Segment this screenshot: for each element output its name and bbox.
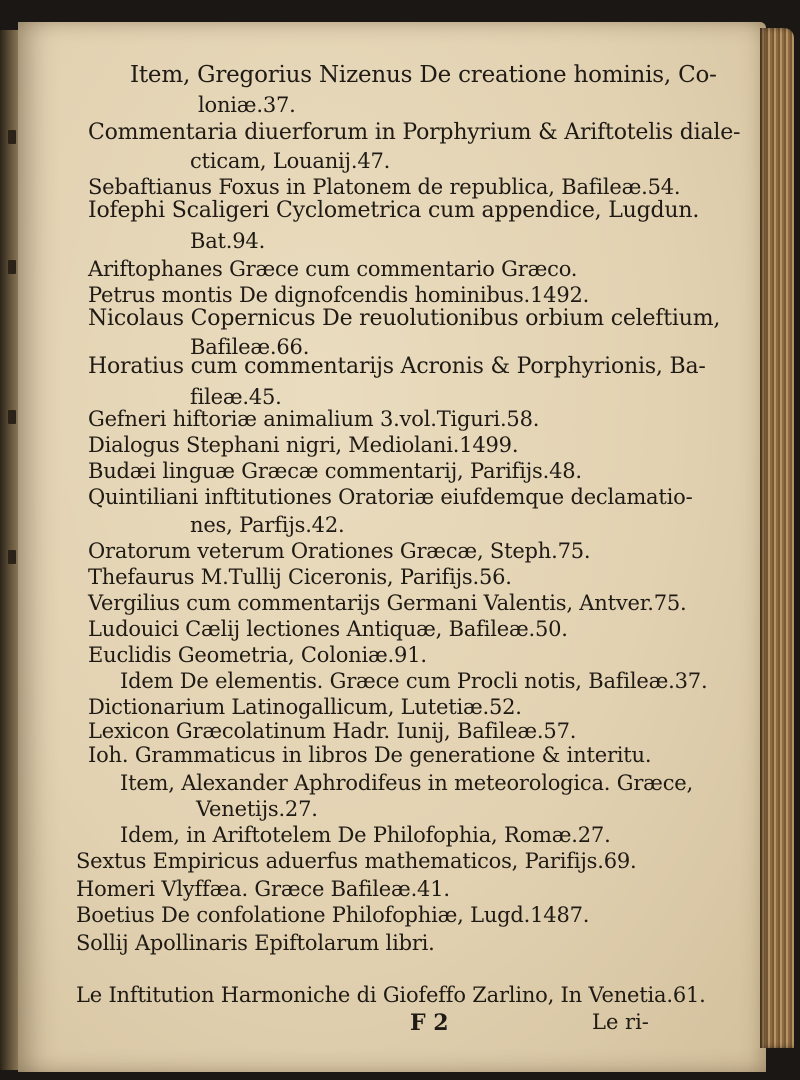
text-line: Gefneri hiftoriæ animalium 3.vol.Tiguri.58. bbox=[88, 407, 540, 431]
text-line: Sollij Apollinaris Epiftolarum libri. bbox=[76, 931, 435, 955]
text-line: Commentaria diuerforum in Porphyrium & Ariftotelis diale- bbox=[88, 120, 741, 145]
text-line: Lexicon Græcolatinum Hadr. Iunij, Bafileæ.57. bbox=[88, 719, 577, 743]
text-line: Item, Alexander Aphrodifeus in meteorologica. Græce, bbox=[120, 771, 693, 795]
text-line: Idem De elementis. Græce cum Procli notis, Bafileæ.37. bbox=[120, 669, 708, 693]
text-line: Vergilius cum commentarijs Germani Valentis, Antver.75. bbox=[88, 591, 687, 615]
text-line: Sebaftianus Foxus in Platonem de republica, Bafileæ.54. bbox=[88, 175, 681, 199]
text-line: Bat.94. bbox=[190, 229, 266, 253]
text-line: Bafileæ.66. bbox=[190, 335, 310, 359]
signature-mark: F 2 bbox=[410, 1010, 449, 1036]
text-line: Budæi linguæ Græcæ commentarij, Parifijs.48. bbox=[88, 459, 582, 483]
text-line: Ioh. Grammaticus in libros De generatione & interitu. bbox=[88, 743, 652, 767]
text-line: Horatius cum commentarijs Acronis & Porphyrionis, Ba- bbox=[88, 354, 706, 379]
text-line: Item, Gregorius Nizenus De creatione hominis, Co- bbox=[130, 62, 717, 88]
text-line: Sextus Empiricus aduerfus mathematicos, Parifijs.69. bbox=[76, 849, 637, 873]
text-line: Venetijs.27. bbox=[196, 797, 318, 821]
catchword: Le ri- bbox=[592, 1010, 649, 1034]
text-line: Petrus montis De dignofcendis hominibus.1492. bbox=[88, 283, 590, 307]
text-line: nes, Parfijs.42. bbox=[190, 513, 345, 537]
text-line: fileæ.45. bbox=[190, 385, 282, 409]
footer-line: Le Inftitution Harmoniche di Giofeffo Zarlino, In Venetia.61. bbox=[76, 983, 706, 1007]
text-line: loniæ.37. bbox=[198, 93, 296, 117]
text-line: Dialogus Stephani nigri, Mediolani.1499. bbox=[88, 433, 519, 457]
text-line: cticam, Louanij.47. bbox=[190, 149, 391, 173]
text-line: Euclidis Geometria, Coloniæ.91. bbox=[88, 643, 427, 667]
text-line: Thefaurus M.Tullij Ciceronis, Parifijs.56. bbox=[88, 565, 512, 589]
text-line: Oratorum veterum Orationes Græcæ, Steph.75. bbox=[88, 539, 591, 563]
text-line: Iofephi Scaligeri Cyclometrica cum appendice, Lugdun. bbox=[88, 198, 700, 223]
text-line: Dictionarium Latinogallicum, Lutetiæ.52. bbox=[88, 695, 522, 719]
text-line: Idem, in Ariftotelem De Philofophia, Romæ.27. bbox=[120, 823, 611, 847]
text-line: Nicolaus Copernicus De reuolutionibus orbium celeftium, bbox=[88, 306, 721, 331]
text-line: Ludouici Cælij lectiones Antiquæ, Bafileæ.50. bbox=[88, 617, 568, 641]
text-line: Quintiliani inftitutiones Oratoriæ eiufdemque declamatio- bbox=[88, 485, 693, 509]
text-line: Ariftophanes Græce cum commentario Græco. bbox=[88, 257, 578, 281]
text-line: Boetius De confolatione Philofophiæ, Lugd.1487. bbox=[76, 903, 590, 927]
text-line: Homeri Vlyffæa. Græce Bafileæ.41. bbox=[76, 877, 450, 901]
